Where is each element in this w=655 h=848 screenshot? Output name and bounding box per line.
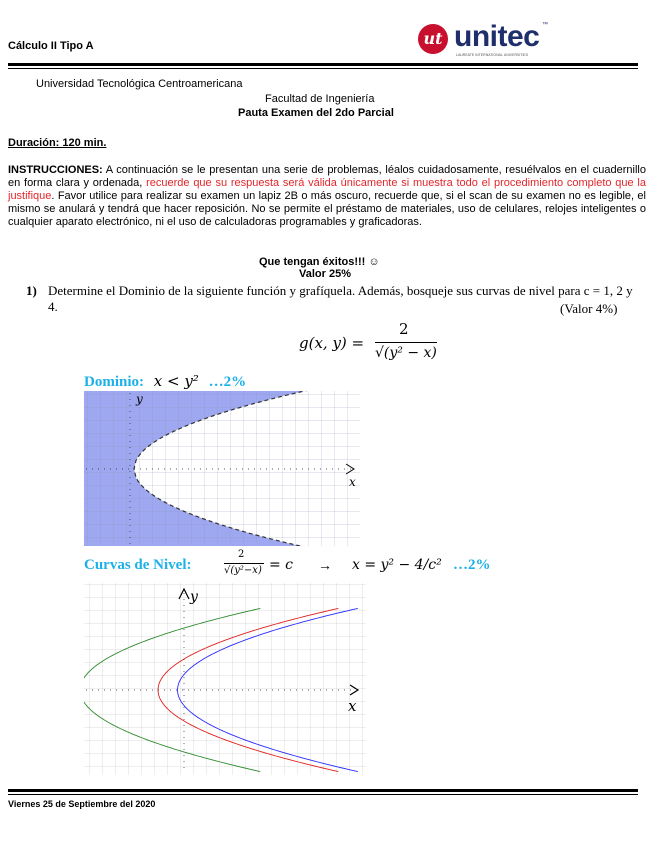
x-axis-label: x	[348, 697, 357, 715]
exam-duration: Duración: 120 min.	[8, 137, 107, 149]
instructions-text-1: A continuación se le presentan una serie de problemas, léalos cuidadosamente, resuélvalos en el cuadernillo en forma clara y ordenada,	[8, 164, 646, 189]
logo-tagline: LAUREATE INTERNATIONAL UNIVERSITIES	[456, 53, 529, 57]
level-curves-fraction	[224, 549, 274, 585]
level-fraction-denominator: √(y²−x)	[224, 565, 262, 576]
greeting: Que tengan éxitos!!! ☺	[259, 256, 380, 268]
course-title: Cálculo II Tipo A	[8, 40, 94, 52]
function-denominator: √(y² − x)	[375, 345, 437, 361]
footer-rule	[8, 789, 638, 792]
total-value: Valor 25%	[299, 268, 351, 280]
question-text: Determine el Dominio de la siguiente función y grafíquela. Además, bosqueje sus curvas de nivel para c = 1, 2 y 4.	[48, 283, 633, 314]
footer-rule-thin	[8, 794, 638, 795]
logo-wordmark: unitec	[454, 20, 540, 53]
unitec-logo	[418, 20, 548, 60]
level-result: x = y² − 4/c²	[352, 557, 442, 573]
y-axis-label: y	[190, 589, 198, 605]
instructions-label: INSTRUCCIONES:	[8, 164, 103, 176]
y-axis-label: y	[136, 392, 143, 406]
function-numerator: 2	[399, 320, 409, 338]
question-number: 1)	[26, 283, 37, 298]
faculty-name: Facultad de Ingeniería	[265, 93, 375, 105]
instructions-warning: recuerde que su respuesta será válida únicamente si muestra todo el procedimiento completo que la justifique	[8, 177, 646, 202]
level-curves-graph	[84, 583, 366, 775]
university-name: Universidad Tecnológica Centroamericana	[36, 78, 243, 90]
fraction-bar	[375, 342, 437, 343]
exam-title: Pauta Examen del 2do Parcial	[238, 107, 394, 119]
domain-expression: x < y²	[153, 372, 199, 390]
function-lhs: g(x, y) =	[299, 334, 365, 352]
level-fraction-numerator: 2	[238, 549, 245, 560]
header-rule	[8, 63, 638, 66]
instructions-paragraph	[8, 164, 646, 229]
domain-graph	[84, 391, 360, 546]
domain-points: …2%	[208, 374, 247, 390]
arrow-right-icon: →	[318, 557, 332, 573]
question-value: (Valor 4%)	[560, 301, 618, 316]
grid	[84, 391, 360, 546]
function-formula	[299, 320, 449, 370]
header-rule-thin	[8, 68, 638, 69]
x-axis-label: x	[349, 475, 356, 489]
footer-date: Viernes 25 de Septiembre del 2020	[8, 799, 156, 809]
domain-answer	[84, 372, 246, 391]
level-curves-label: Curvas de Nivel:	[84, 557, 192, 573]
logo-monogram: ut	[418, 24, 448, 54]
level-fraction-bar	[224, 563, 264, 564]
domain-label: Dominio:	[84, 374, 144, 390]
logo-trademark-icon: ™	[542, 22, 548, 28]
level-equals-c: = c	[269, 557, 294, 573]
level-points: …2%	[453, 557, 491, 573]
instructions-text-2: . Favor utilice para realizar su examen un lapiz 2B o más oscuro, recuerde que, si el scan de su examen no es legible, el mismo se anulará y tendrá que hacer reposición. No se permite el préstamo de materiales, uso de celulares, relojes inteligentes o cualquier aparato electrónico, ni el uso de calculadoras programables y graficadoras.	[8, 190, 646, 228]
